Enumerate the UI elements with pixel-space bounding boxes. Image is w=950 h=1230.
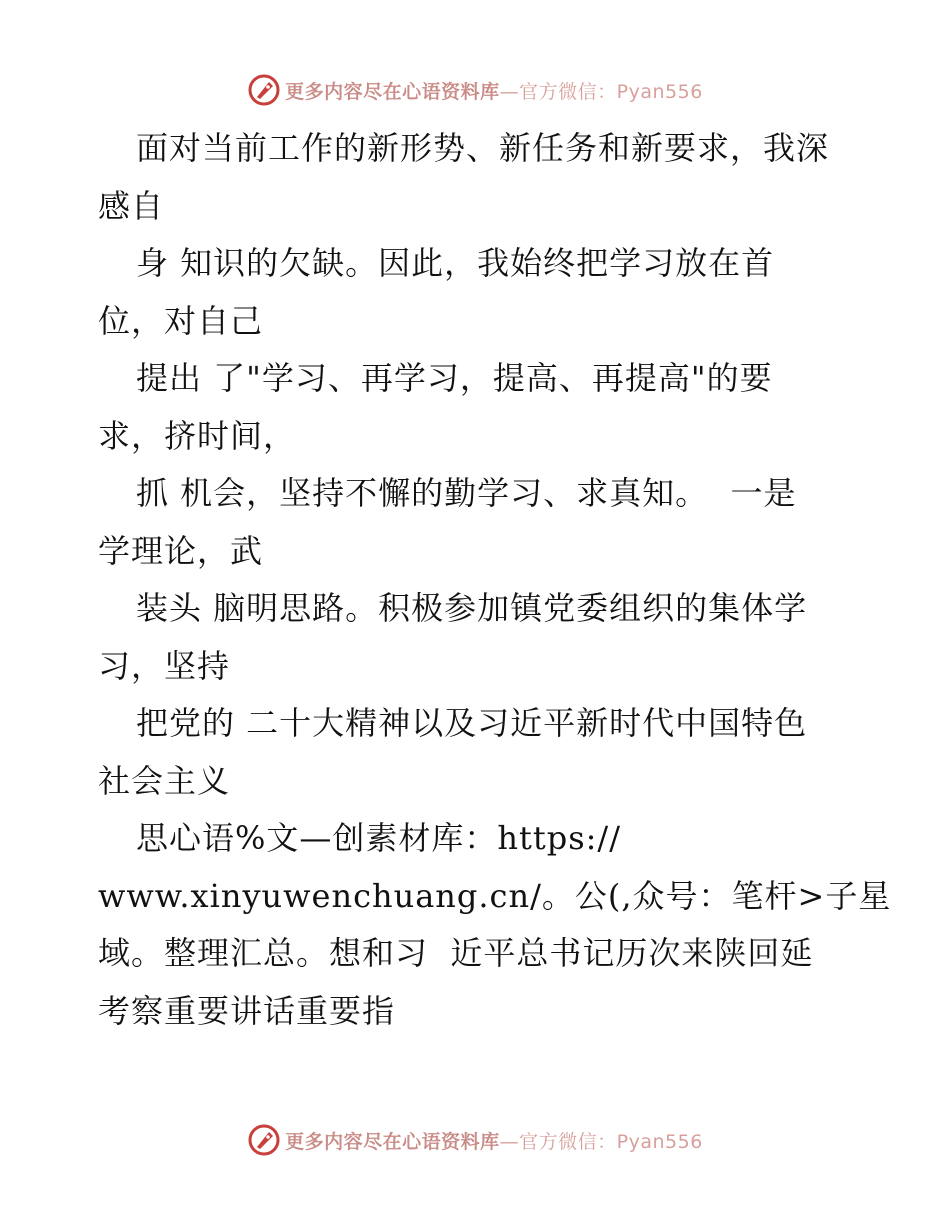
text-line: 学理论，武	[98, 531, 264, 570]
text-line: 把党的 二十大精神以及习近平新时代中国特色	[136, 704, 808, 742]
pen-nib-logo-icon	[247, 73, 281, 107]
text-line: 社会主义	[98, 761, 231, 800]
pen-nib-logo-icon	[247, 1123, 281, 1157]
text-line: 装头 脑明思路。积极参加镇党委组织的集体学	[136, 589, 808, 627]
text-line: 域。整理汇总。想和习 近平总书记历次来陕回延	[98, 934, 814, 972]
footer-banner	[0, 1120, 950, 1160]
text-line: 求，挤时间，	[98, 416, 297, 455]
text-line: 提出 了"学习、再学习，提高、再提高"的要	[136, 359, 773, 397]
banner-text: 更多内容尽在心语资料库—官方微信：Pyan556	[285, 80, 703, 103]
text-line: 身 知识的欠缺。因此，我始终把学习放在首	[136, 244, 775, 282]
document-body	[98, 120, 892, 1040]
text-line: 抓 机会，坚持不懈的勤学习、求真知。 一是	[136, 474, 797, 512]
text-line: 面对当前工作的新形势、新任务和新要求，我深	[136, 129, 830, 167]
text-line: 位，对自己	[98, 301, 264, 340]
text-line: 考察重要讲话重要指	[98, 991, 396, 1030]
header-banner	[0, 70, 950, 110]
text-line: www.xinyuwenchuang.cn/。公(,众号：笔杆>子星	[98, 876, 892, 915]
text-line: 感自	[98, 186, 165, 225]
banner-text: 更多内容尽在心语资料库—官方微信：Pyan556	[285, 1130, 703, 1153]
text-line: 习，坚持	[98, 646, 231, 685]
text-line: 思心语%文—创素材库：https://	[136, 819, 621, 857]
